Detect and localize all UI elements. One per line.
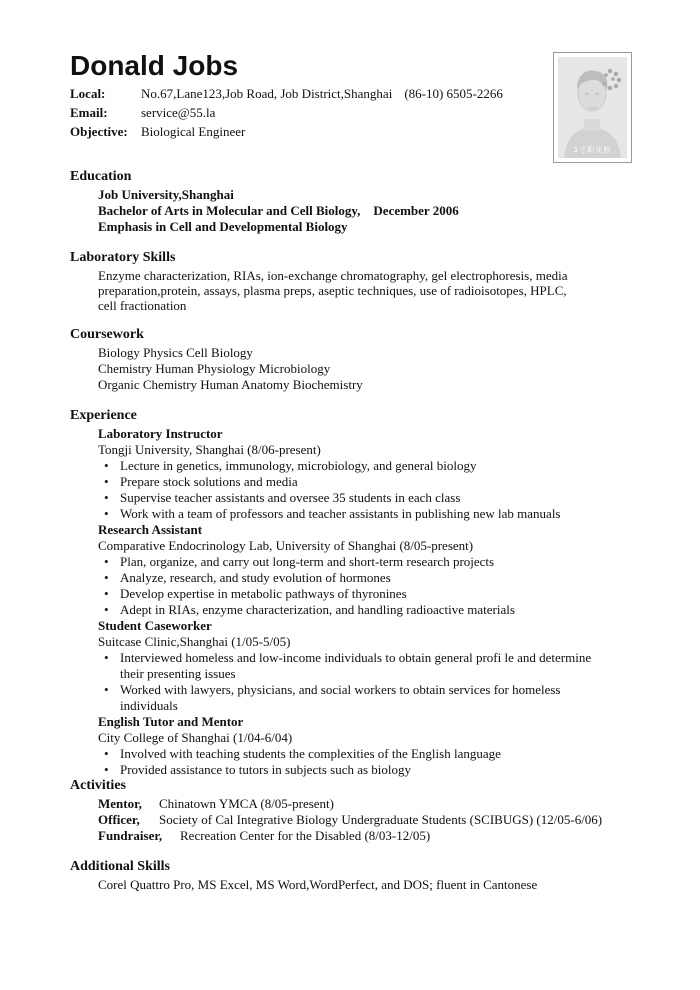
contact-objective xyxy=(70,122,503,141)
job-bullets xyxy=(70,554,630,618)
contact-email xyxy=(70,103,503,122)
job-role: Research Assistant xyxy=(98,522,203,537)
bullet-icon: • xyxy=(104,682,109,697)
list-item: • Supervise teacher assistants and oversee 35 students in each class xyxy=(104,490,461,505)
education-section xyxy=(70,167,630,235)
section-title: Coursework xyxy=(70,327,144,342)
phone-text: (86-10) 6505-2266 xyxy=(404,86,503,101)
photo-placeholder xyxy=(553,52,632,163)
job-role: Student Caseworker xyxy=(98,618,212,633)
list-item: • Prepare stock solutions and media xyxy=(104,474,298,489)
additional-skills-section xyxy=(70,857,630,893)
additional-skills-text: Corel Quattro Pro, MS Excel, MS Word,WordPerfect, and DOS; fluent in Cantonese xyxy=(98,877,538,892)
bullet-icon: • xyxy=(104,490,109,505)
list-item: • Interviewed homeless and low-income individuals to obtain general profi le and determine their presenting issues xyxy=(104,650,592,681)
experience-section xyxy=(70,406,630,778)
school-name: Job University,Shanghai xyxy=(98,187,234,202)
bullet-icon: • xyxy=(104,650,109,665)
job-entry xyxy=(70,618,630,714)
activity-row xyxy=(70,796,630,812)
activities-section xyxy=(70,776,630,844)
email-text: service@55.la xyxy=(141,105,216,120)
list-item: • Provided assistance to tutors in subjects such as biology xyxy=(104,762,412,777)
list-item: • Work with a team of professors and teacher assistants in publishing new lab manuals xyxy=(104,506,561,521)
contact-label: Objective: xyxy=(70,124,128,139)
job-place: Comparative Endocrinology Lab, University of Shanghai (8/05-present) xyxy=(98,538,474,553)
activity-role: Mentor, xyxy=(98,796,142,811)
job-entry xyxy=(70,714,630,778)
contact-label: Local: xyxy=(70,86,106,101)
candidate-name: Donald Jobs xyxy=(70,50,239,81)
section-title: Activities xyxy=(70,778,126,793)
activity-role: Officer, xyxy=(98,812,140,827)
job-role: English Tutor and Mentor xyxy=(98,714,244,729)
address-text: No.67,Lane123,Job Road, Job District,Shanghai xyxy=(141,86,393,101)
activity-text: Chinatown YMCA (8/05-present) xyxy=(159,796,334,811)
section-title: Additional Skills xyxy=(70,859,170,874)
objective-text: Biological Engineer xyxy=(141,124,246,139)
bullet-icon: • xyxy=(104,602,109,617)
job-bullets xyxy=(70,650,630,714)
bullet-icon: • xyxy=(104,506,109,521)
bullet-icon: • xyxy=(104,746,109,761)
bullet-icon: • xyxy=(104,586,109,601)
emphasis-line: Emphasis in Cell and Developmental Biology xyxy=(98,219,348,234)
bullet-icon: • xyxy=(104,570,109,585)
bullet-icon: • xyxy=(104,458,109,473)
coursework-section xyxy=(70,325,630,393)
list-item: • Develop expertise in metabolic pathways of thyronines xyxy=(104,586,407,601)
coursework-line: Biology Physics Cell Biology xyxy=(98,345,253,360)
photo-caption: 1寸职业照 xyxy=(573,146,612,154)
section-title: Education xyxy=(70,169,132,184)
job-place: Suitcase Clinic,Shanghai (1/05-5/05) xyxy=(98,634,291,649)
list-item: • Plan, organize, and carry out long-term and short-term research projects xyxy=(104,554,495,569)
section-title: Experience xyxy=(70,408,137,423)
photo-area xyxy=(558,57,627,158)
contact-local xyxy=(70,84,503,103)
list-item: • Worked with lawyers, physicians, and social workers to obtain services for homeless individuals xyxy=(104,682,561,713)
coursework-line: Chemistry Human Physiology Microbiology xyxy=(98,361,331,376)
job-entry xyxy=(70,522,630,618)
job-place: City College of Shanghai (1/04-6/04) xyxy=(98,730,293,745)
activity-text: Recreation Center for the Disabled (8/03-12/05) xyxy=(180,828,431,843)
list-item: • Involved with teaching students the complexities of the English language xyxy=(104,746,501,761)
person-silhouette-icon xyxy=(558,57,627,158)
bullet-icon: • xyxy=(104,762,109,777)
activity-row xyxy=(70,828,630,844)
lab-skills-section xyxy=(70,248,630,313)
list-item: • Lecture in genetics, immunology, microbiology, and general biology xyxy=(104,458,477,473)
degree-line: Bachelor of Arts in Molecular and Cell Biology, December 2006 xyxy=(98,203,459,218)
list-item: • Adept in RIAs, enzyme characterization, and handling radioactive materials xyxy=(104,602,515,617)
job-role: Laboratory Instructor xyxy=(98,426,223,441)
section-title: Laboratory Skills xyxy=(70,250,176,265)
activity-text: Society of Cal Integrative Biology Undergraduate Students (SCIBUGS) (12/05-6/06) xyxy=(159,812,603,827)
lab-skills-text: Enzyme characterization, RIAs, ion-exchange chromatography, gel electrophoresis, media preparation,protein, assays, plasma preps, aseptic techniques, use of radioisotopes, HPLC, cell fractionation xyxy=(98,268,568,313)
job-place: Tongji University, Shanghai (8/06-present) xyxy=(98,442,321,457)
bullet-icon: • xyxy=(104,474,109,489)
coursework-line: Organic Chemistry Human Anatomy Biochemistry xyxy=(98,377,363,392)
list-item: • Analyze, research, and study evolution of hormones xyxy=(104,570,391,585)
job-entry xyxy=(70,426,630,522)
job-bullets xyxy=(70,458,630,522)
contact-label: Email: xyxy=(70,105,108,120)
bullet-icon: • xyxy=(104,554,109,569)
activity-role: Fundraiser, xyxy=(98,828,163,843)
contact-block xyxy=(70,84,503,141)
activity-row xyxy=(70,812,630,828)
job-bullets xyxy=(70,746,630,778)
